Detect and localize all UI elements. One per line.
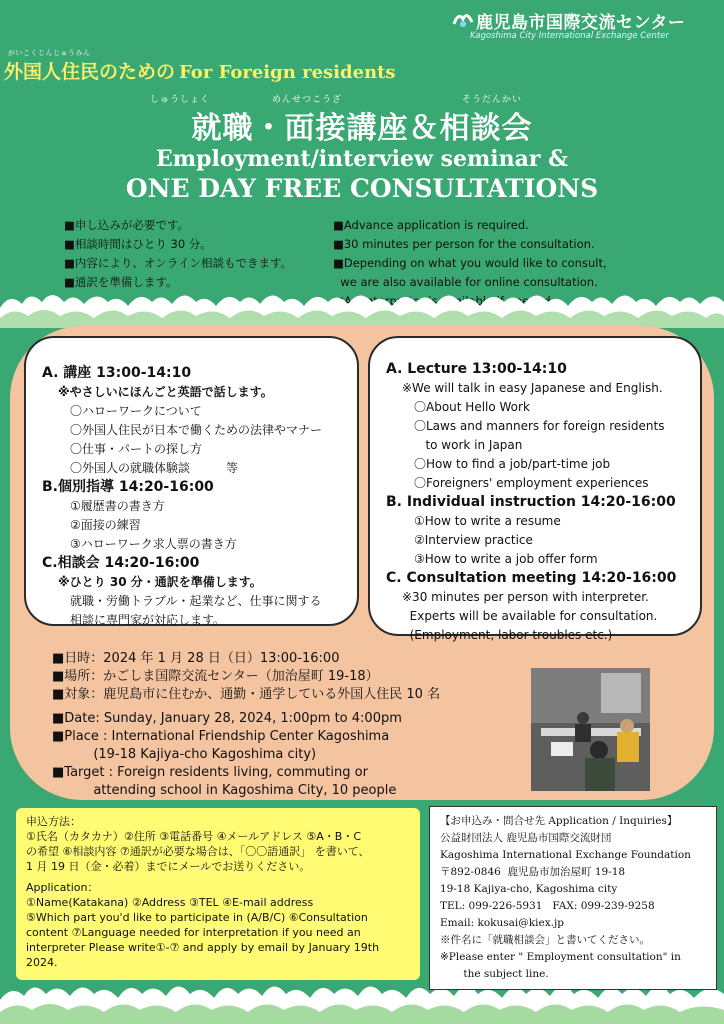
apply-en-line: interpreter Please write①-⑦ and apply by email by January 19th (26, 941, 380, 954)
section-c-title-jp: C.相談会 14:20-16:00 (42, 555, 200, 571)
apply-jp-line: の希望 ⑥相談内容 ⑦通訳が必要な場合は、「〇〇語通訳」 を書いて、 (26, 845, 370, 858)
detail-date-en: ■Date: Sunday, January 28, 2024, 1:00pm to 4:00pm (52, 711, 402, 726)
section-c-title-en: C. Consultation meeting 14:20-16:00 (386, 570, 677, 586)
for-foreign-en: For Foreign residents (179, 62, 396, 83)
note-item: ■Depending on what you would like to consult, (333, 256, 607, 270)
list-item: 〇ハローワークについて (70, 404, 202, 418)
list-item: ③ハローワーク求人票の書き方 (70, 537, 237, 551)
detail-target-en: ■Target : Foreign residents living, commuting or (52, 765, 368, 780)
inquiry-subject-note-en: ※Please enter " Employment consultation" in (440, 951, 681, 963)
list-item: (Employment, labor troubles etc.) (402, 628, 613, 642)
inquiry-address-jp: 〒892-0846 鹿児島市加治屋町 19-18 (440, 866, 626, 878)
apply-jp-line: 1 月 19 日（金・必着）までにメールでお送りください。 (26, 860, 311, 873)
ruby-gaikoku: がいこくじんじゅうみん (8, 49, 91, 57)
list-item: ②面接の練習 (70, 518, 141, 532)
detail-place-en: ■Place : International Friendship Center Kagoshima (52, 729, 390, 744)
apply-jp-line: ①氏名（カタカナ）②住所 ③電話番号 ④メールアドレス ⑤A・B・C (26, 830, 361, 843)
section-b-title-jp: B.個別指導 14:20-16:00 (42, 479, 214, 495)
section-a-title-en: A. Lecture 13:00-14:10 (386, 361, 567, 377)
org-name-en: Kagoshima City International Exchange Center (470, 31, 669, 41)
note-item: ■相談時間はひとり 30 分。 (64, 237, 212, 251)
organization-logo (452, 6, 720, 42)
apply-jp-heading: 申込方法： (26, 815, 81, 828)
program-box-jp (24, 336, 359, 626)
inquiry-box (429, 806, 717, 990)
detail-target-cont-en: attending school in Kagoshima City, 10 people (52, 783, 397, 798)
org-name-jp: 鹿児島市国際交流センター (476, 13, 686, 33)
list-item: 〇外国人住民が日本で働くための法律やマナー (70, 423, 323, 437)
detail-place-address-en: (19-18 Kajiya-cho Kagoshima city) (52, 747, 317, 762)
title-en-line-2: ONE DAY FREE CONSULTATIONS (125, 174, 599, 203)
list-item: to work in Japan (414, 438, 523, 452)
note-item: ■Advance application is required. (333, 218, 529, 232)
section-a-title-jp: A. 講座 13:00-14:10 (42, 365, 192, 381)
inquiry-heading: 【お申込み・問合せ先 Application / Inquiries】 (440, 815, 678, 827)
list-item: ①How to write a resume (414, 514, 561, 528)
ruby-soudan: そうだんかい (462, 95, 523, 105)
section-a-note-jp: ※やさしいにほんごと英語で話します。 (58, 385, 273, 399)
ruby-shushoku: しゅうしょく (150, 95, 211, 105)
list-item: 〇How to find a job/part-time job (414, 457, 611, 471)
event-details (52, 650, 440, 800)
page-title: 就職・面接講座＆相談会 (191, 111, 533, 146)
list-item: ※30 minutes per person with interpreter. (402, 590, 649, 604)
list-item: ③How to write a job offer form (414, 552, 598, 566)
list-item: ②Interview practice (414, 533, 533, 547)
list-item: 就職・労働トラブル・起業など、仕事に関する (70, 594, 322, 608)
inquiry-subject-note-jp: ※件名に「就職相談会」と書いてください。 (440, 934, 650, 946)
detail-date-jp: ■日時：2024 年 1 月 28 日（日）13:00-16:00 (52, 651, 340, 666)
list-item: 相談に専門家が対応します。 (70, 613, 226, 627)
note-item: ■申し込みが必要です。 (64, 218, 189, 232)
ruby-mensetsu: めんせつこうざ (272, 95, 343, 105)
note-item: ■30 minutes per person for the consultation. (333, 237, 595, 251)
program-box-en (368, 336, 702, 642)
apply-en-heading: Application： (26, 881, 99, 894)
list-item: 〇About Hello Work (414, 400, 530, 414)
inquiry-address-en: 19-18 Kajiya-cho, Kagoshima city (440, 883, 618, 895)
for-foreign-residents (4, 57, 396, 84)
application-method-box (16, 808, 420, 980)
inquiry-org-en: Kagoshima International Exchange Foundation (440, 849, 691, 861)
list-item: 〇Laws and manners for foreign residents (414, 419, 665, 433)
inquiry-email[interactable]: Email: kokusai@kiex.jp (440, 917, 564, 929)
list-item: ①履歴書の書き方 (70, 499, 165, 513)
note-item: ■内容により、オンライン相談もできます。 (64, 256, 293, 270)
list-item: Experts will be available for consultation. (402, 609, 658, 623)
note-item: we are also available for online consultation. (333, 275, 598, 289)
detail-target-jp: ■対象：鹿児島市に住むか、通勤・通学している外国人住民 10 名 (52, 687, 441, 702)
for-foreign-jp: 外国人住民のための (4, 61, 176, 83)
apply-en-line: content ⑦Language needed for interpretation if you need an (26, 926, 361, 939)
inquiry-org-jp: 公益財団法人 鹿児島市国際交流財団 (440, 832, 612, 844)
notes-jp (64, 216, 292, 292)
consultation-photo (531, 668, 650, 791)
decorative-bushes-top (0, 288, 724, 328)
inquiry-phone: TEL: 099-226-5931 FAX: 099-239-9258 (440, 900, 655, 912)
apply-en-line: 2024. (26, 956, 58, 969)
inquiry-subject-note-en-cont: the subject line. (440, 968, 549, 980)
apply-en-line: ⑤Which part you'd like to participate in (A/B/C) ⑥Consultation (26, 911, 368, 924)
note-item: ■通訳を準備します。 (64, 275, 178, 289)
title-en-line-1: Employment/interview seminar & (156, 146, 568, 172)
list-item: 〇仕事・パートの探し方 (70, 442, 203, 456)
section-c-note-jp: ※ひとり 30 分・通訳を準備します。 (58, 575, 262, 589)
section-a-note-en: ※We will talk in easy Japanese and English. (402, 381, 663, 395)
detail-place-jp: ■場所：かごしま国際交流センター（加治屋町 19-18） (52, 669, 379, 684)
list-item: 〇外国人の就職体験談 等 (70, 461, 239, 475)
apply-en-line: ①Name(Katakana) ②Address ③TEL ④E-mail address (26, 896, 314, 909)
logo-mark-icon (452, 10, 474, 28)
list-item: 〇Foreigners' employment experiences (414, 476, 649, 490)
section-b-title-en: B. Individual instruction 14:20-16:00 (386, 494, 676, 510)
